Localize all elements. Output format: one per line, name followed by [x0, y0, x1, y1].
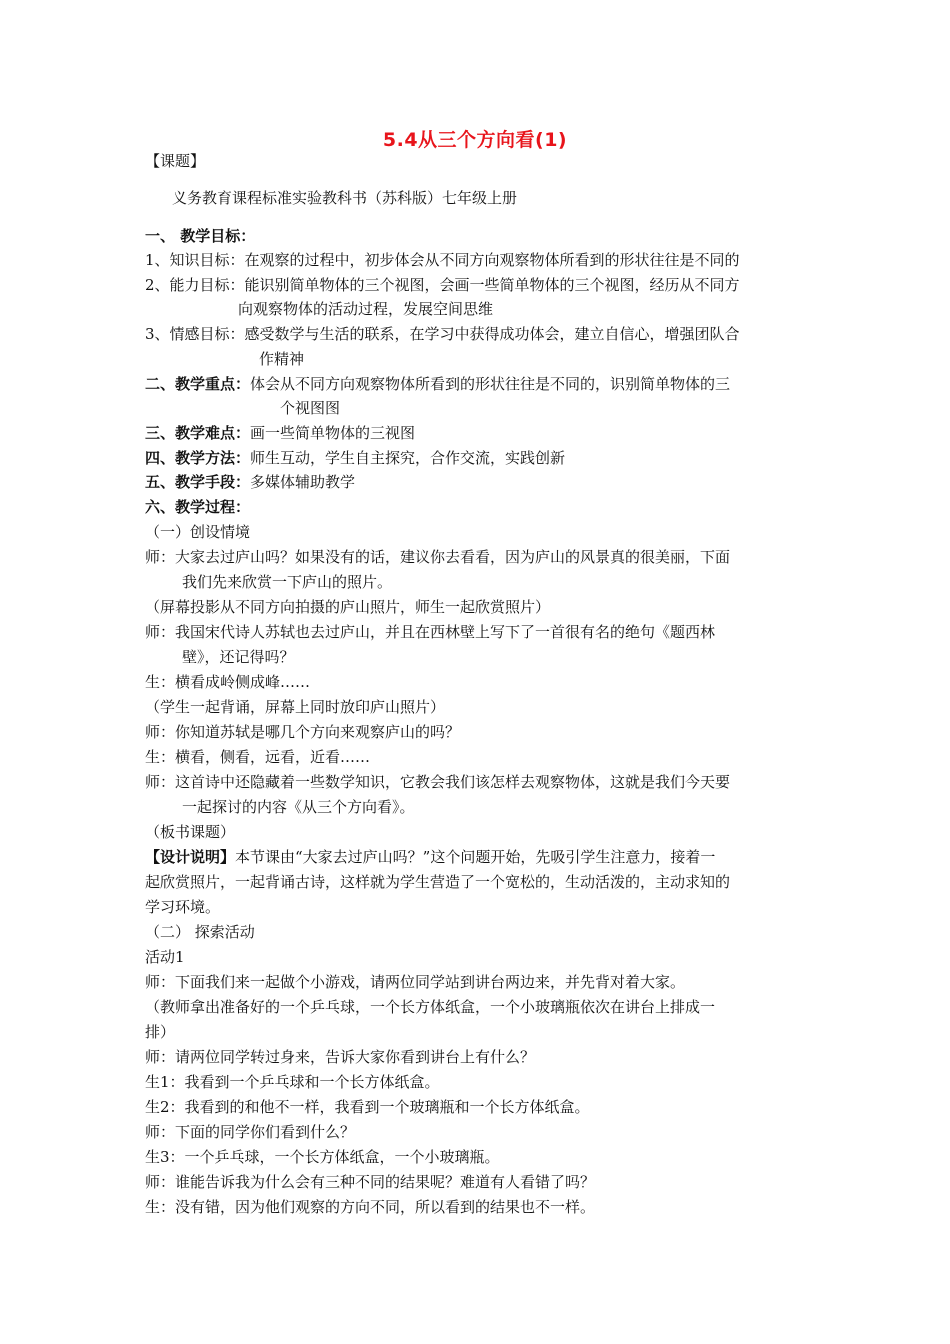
document-title: 5.4从三个方向看(1)	[382, 129, 568, 151]
objective-2-cont: 向观察物体的活动过程，发展空间思维	[238, 300, 494, 318]
paragraph-2: （屏幕投影从不同方向拍摄的庐山照片，师生一起欣赏照片）	[145, 598, 551, 616]
design-note-label: 【设计说明】	[145, 848, 236, 866]
paragraph-3: 师：我国宋代诗人苏轼也去过庐山，并且在西林壁上写下了一首很有名的绝句《题西林	[145, 623, 716, 641]
paragraph-6: 师：你知道苏轼是哪几个方向来观察庐山的吗？	[145, 723, 461, 741]
key-points-text: 体会从不同方向观察物体所看到的形状往往是不同的，识别简单物体的三	[250, 375, 731, 393]
dialogue-9: 生：没有错，因为他们观察的方向不同，所以看到的结果也不一样。	[145, 1198, 596, 1216]
paragraph-9: （板书课题）	[145, 823, 236, 841]
section-2-heading: （二） 探索活动	[145, 923, 255, 941]
paragraph-3-cont: 壁》，还记得吗？	[182, 648, 295, 666]
activity-1-label: 活动1	[145, 948, 185, 966]
keti-header: 【课题】	[145, 152, 206, 170]
methods-label: 四、教学方法：	[145, 449, 251, 467]
means-text: 多媒体辅助教学	[250, 473, 356, 491]
dialogue-2-cont: 排）	[145, 1023, 176, 1041]
dialogue-4: 生1：我看到一个乒乓球和一个长方体纸盒。	[145, 1073, 440, 1091]
key-points-line	[145, 372, 730, 396]
dialogue-2: （教师拿出准备好的一个乒乓球，一个长方体纸盒，一个小玻璃瓶依次在讲台上排成一	[145, 998, 716, 1016]
key-points-label: 二、教学重点：	[145, 375, 251, 393]
paragraph-4: 生：横看成岭侧成峰……	[145, 673, 311, 691]
paragraph-8: 师：这首诗中还隐藏着一些数学知识，它教会我们该怎样去观察物体，这就是我们今天要	[145, 773, 731, 791]
means-label: 五、教学手段：	[145, 473, 251, 491]
objective-3-cont: 作精神	[259, 350, 305, 368]
difficulty-label: 三、教学难点：	[145, 424, 251, 442]
objective-1: 1、知识目标：在观察的过程中，初步体会从不同方向观察物体所看到的形状往往是不同的	[145, 251, 740, 269]
objective-3: 3、情感目标：感受数学与生活的联系，在学习中获得成功体会，建立自信心，增强团队合	[145, 325, 740, 343]
design-note-cont-2: 学习环境。	[145, 898, 221, 916]
textbook-line: 义务教育课程标准实验教科书（苏科版）七年级上册	[172, 189, 518, 207]
methods-text: 师生互动，学生自主探究，合作交流，实践创新	[250, 449, 566, 467]
dialogue-5: 生2：我看到的和他不一样，我看到一个玻璃瓶和一个长方体纸盒。	[145, 1098, 590, 1116]
paragraph-1: 师：大家去过庐山吗？如果没有的话，建议你去看看，因为庐山的风景真的很美丽，下面	[145, 548, 731, 566]
dialogue-6: 师：下面的同学你们看到什么？	[145, 1123, 356, 1141]
dialogue-1: 师：下面我们来一起做个小游戏，请两位同学站到讲台两边来，并先背对着大家。	[145, 973, 686, 991]
objective-2: 2、能力目标：能识别简单物体的三个视图，会画一些简单物体的三个视图，经历从不同方	[145, 276, 740, 294]
difficulty-line	[145, 421, 415, 445]
means-line	[145, 470, 355, 494]
dialogue-7: 生3：一个乒乓球，一个长方体纸盒，一个小玻璃瓶。	[145, 1148, 500, 1166]
paragraph-5: （学生一起背诵，屏幕上同时放印庐山照片）	[145, 698, 446, 716]
process-heading: 六、教学过程：	[145, 498, 251, 516]
paragraph-7: 生：横看，侧看，远看，近看……	[145, 748, 371, 766]
section-1-heading: （一）创设情境	[145, 523, 251, 541]
dialogue-3: 师：请两位同学转过身来，告诉大家你看到讲台上有什么？	[145, 1048, 536, 1066]
paragraph-1-cont: 我们先来欣赏一下庐山的照片。	[182, 573, 393, 591]
design-note-text: 本节课由“大家去过庐山吗？”这个问题开始，先吸引学生注意力，接着一	[235, 848, 716, 866]
key-points-cont: 个视图图	[280, 399, 341, 417]
dialogue-8: 师：谁能告诉我为什么会有三种不同的结果呢？难道有人看错了吗？	[145, 1173, 596, 1191]
difficulty-text: 画一些简单物体的三视图	[250, 424, 416, 442]
design-note-line	[145, 845, 715, 869]
paragraph-8-cont: 一起探讨的内容《从三个方向看》。	[182, 798, 415, 816]
methods-line	[145, 446, 565, 470]
design-note-cont-1: 起欣赏照片，一起背诵古诗，这样就为学生营造了一个宽松的，生动活泼的，主动求知的	[145, 873, 731, 891]
objectives-heading: 一、 教学目标：	[145, 227, 256, 245]
